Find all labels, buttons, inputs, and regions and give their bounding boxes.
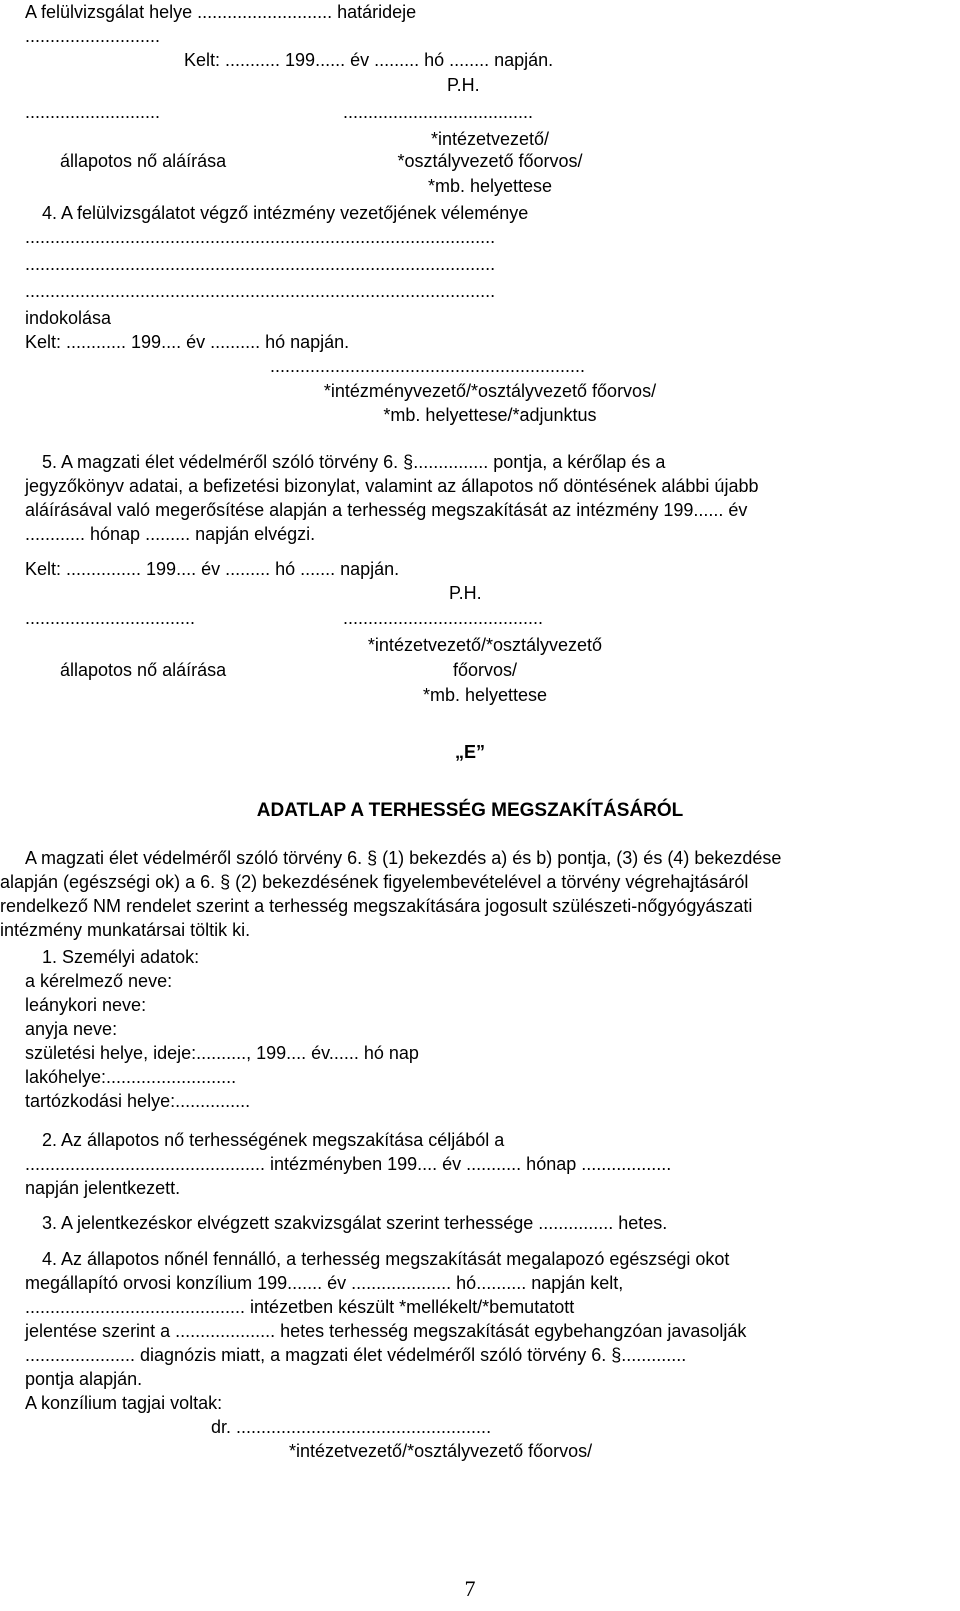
- signature-dots: ...............................................................: [270, 356, 586, 376]
- paragraph-line: ...................... diagnózis miatt, a magzati élet védelméről szóló törvény 6. §.............: [25, 1345, 687, 1365]
- date-line: Kelt: ............ 199.... év .......... hó napján.: [25, 332, 350, 352]
- form-field-mother-name: anyja neve:: [25, 1019, 118, 1039]
- paragraph-line: jelentése szerint a .................... hetes terhesség megszakítását egybehangzóan javasolják: [25, 1321, 747, 1341]
- doctor-signature-line: dr. ...................................................: [211, 1417, 492, 1437]
- date-line: Kelt: ............... 199.... év ......... hó ....... napján.: [25, 559, 400, 579]
- signature-dots-right: ........................................: [343, 608, 544, 628]
- item-heading: 2. Az állapotos nő terhességének megszakítása céljából a: [42, 1130, 505, 1150]
- signature-dots-left: ..................................: [25, 608, 196, 628]
- signature-role: *osztályvezető főorvos/: [397, 151, 583, 171]
- panel-members-label: A konzílium tagjai voltak:: [25, 1393, 223, 1413]
- signature-label: állapotos nő aláírása: [60, 660, 227, 680]
- paragraph-line: A magzati élet védelméről szóló törvény 6. § (1) bekezdés a) és b) pontja, (3) és (4) bekezdése: [25, 848, 782, 868]
- form-field-birth: születési helye, ideje:.........., 199.... év...... hó nap: [25, 1043, 419, 1063]
- signature-role: *mb. helyettese: [427, 176, 553, 196]
- signature-dots-right: ......................................: [343, 102, 534, 122]
- dotted-line: ..............................................................................................: [25, 254, 496, 274]
- signature-role: *intézményvezető/*osztályvezető főorvos/: [323, 381, 657, 401]
- document-title: ADATLAP A TERHESSÉG MEGSZAKÍTÁSÁRÓL: [256, 800, 684, 821]
- form-field-maiden-name: leánykori neve:: [25, 995, 147, 1015]
- dotted-line: ..............................................................................................: [25, 227, 496, 247]
- paragraph-line: rendelkező NM rendelet szerint a terhesség megszakítására jogosult szülészeti-nőgyógyászati: [0, 896, 753, 916]
- form-field-residence: tartózkodási helye:...............: [25, 1091, 251, 1111]
- section-heading: 4. A felülvizsgálatot végző intézmény vezetőjének véleménye: [42, 203, 529, 223]
- stamp-label: P.H.: [449, 583, 482, 603]
- signature-role: *mb. helyettese: [422, 685, 548, 705]
- signature-role: főorvos/: [452, 660, 518, 680]
- paragraph-line: ............................................ intézetben készült *mellékelt/*bemutatott: [25, 1297, 575, 1317]
- signature-role: *mb. helyettese/*adjunktus: [383, 405, 597, 425]
- paragraph-line: megállapító orvosi konzílium 199....... év .................... hó.......... napján kelt,: [25, 1273, 624, 1293]
- form-field-address: lakóhelye:..........................: [25, 1067, 237, 1087]
- dotted-line: ..............................................................................................: [25, 281, 496, 301]
- paragraph-line: pontja alapján.: [25, 1369, 143, 1389]
- paragraph-line: ................................................ intézményben 199.... év ........... hónap ..................: [25, 1154, 672, 1174]
- stamp-label: P.H.: [447, 75, 480, 95]
- signature-role: *intézetvezető/*osztályvezető: [367, 635, 603, 655]
- signature-role: *intézetvezető/: [430, 129, 550, 149]
- date-line: Kelt: ........... 199...... év ......... hó ........ napján.: [184, 50, 554, 70]
- item-heading: 1. Személyi adatok:: [42, 947, 200, 967]
- paragraph-line: napján jelentkezett.: [25, 1178, 181, 1198]
- item-heading: 4. Az állapotos nőnél fennálló, a terhesség megszakítását megalapozó egészségi okot: [42, 1249, 730, 1269]
- signature-label: állapotos nő aláírása: [60, 151, 227, 171]
- review-place-line: A felülvizsgálat helye ........................... határideje: [25, 2, 417, 22]
- paragraph-line: alapján (egészségi ok) a 6. § (2) bekezdésének figyelembevételével a törvény végrehajtásáról: [0, 872, 749, 892]
- paragraph-line: ............ hónap ......... napján elvégzi.: [25, 524, 316, 544]
- reason-label: indokolása: [25, 308, 112, 328]
- annex-letter: „E”: [454, 742, 485, 762]
- page-number: 7: [464, 1576, 476, 1601]
- paragraph-line: 5. A magzati élet védelméről szóló törvény 6. §............... pontja, a kérőlap és a: [42, 452, 666, 472]
- signature-dots-left: ...........................: [25, 102, 161, 122]
- paragraph-line: jegyzőkönyv adatai, a befizetési bizonylat, valamint az állapotos nő döntésének alábbi újabb: [25, 476, 759, 496]
- signature-role: *intézetvezető/*osztályvezető főorvos/: [289, 1441, 593, 1461]
- form-field-name: a kérelmező neve:: [25, 971, 173, 991]
- item-heading: 3. A jelentkezéskor elvégzett szakvizsgálat szerint terhessége ............... hetes.: [42, 1213, 668, 1233]
- dotted-line: ...........................: [25, 26, 161, 46]
- paragraph-line: intézmény munkatársai töltik ki.: [0, 920, 251, 940]
- paragraph-line: aláírásával való megerősítése alapján a terhesség megszakítását az intézmény 199...... év: [25, 500, 748, 520]
